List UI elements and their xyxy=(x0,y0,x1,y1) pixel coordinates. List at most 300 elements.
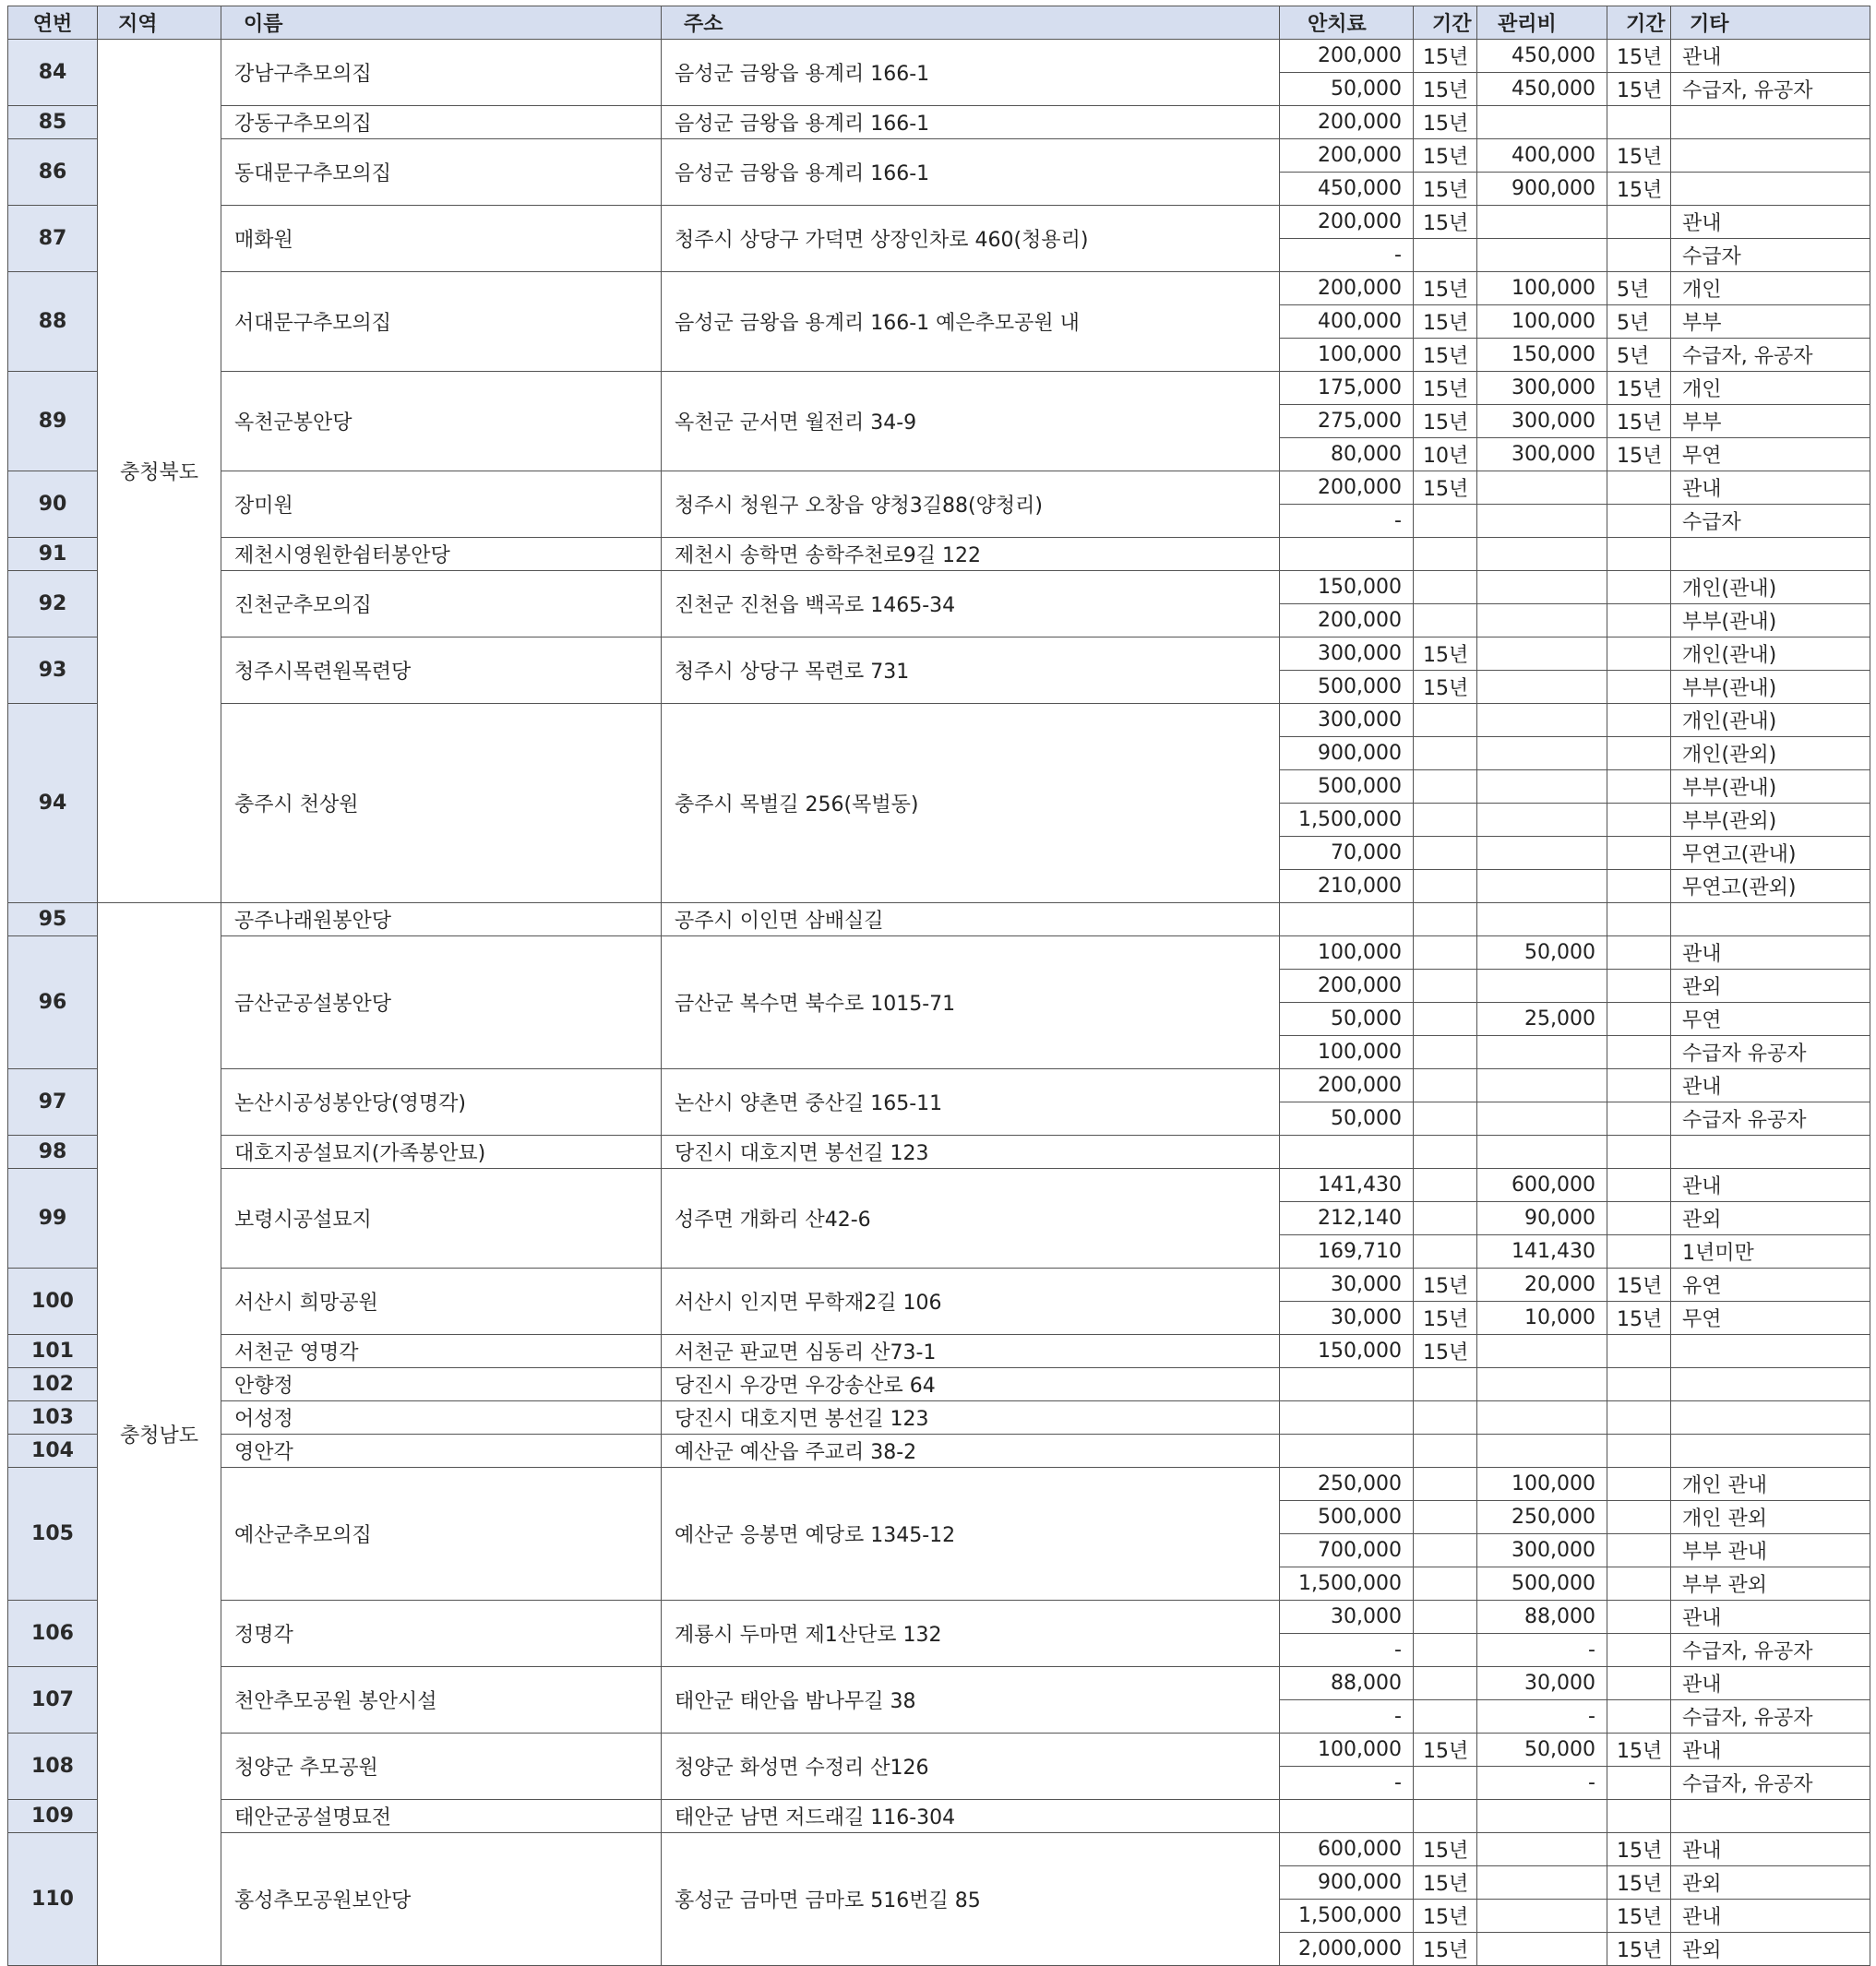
table-row xyxy=(8,1800,1870,1833)
fee-note xyxy=(1671,1335,1870,1368)
fee-note: 부부(관외) xyxy=(1671,804,1870,837)
management-fee: 141,430 xyxy=(1477,1235,1607,1269)
enshrinement-period xyxy=(1414,1368,1477,1401)
enshrinement-period: 15년 xyxy=(1414,206,1477,239)
facility-number: 89 xyxy=(8,372,98,471)
enshrinement-fee: 30,000 xyxy=(1280,1601,1414,1634)
management-fee: 100,000 xyxy=(1477,272,1607,305)
management-fee: - xyxy=(1477,1634,1607,1667)
enshrinement-fee: 30,000 xyxy=(1280,1302,1414,1335)
facility-number: 92 xyxy=(8,571,98,637)
facility-name: 영안각 xyxy=(221,1435,662,1468)
fee-note: 관내 xyxy=(1671,936,1870,970)
facility-fee-table xyxy=(7,6,1870,1966)
facility-number: 106 xyxy=(8,1601,98,1667)
management-fee xyxy=(1477,1335,1607,1368)
management-period: 15년 xyxy=(1607,1900,1671,1933)
facility-address: 공주시 이인면 삼배실길 xyxy=(662,903,1280,936)
fee-note: 관내 xyxy=(1671,1667,1870,1700)
facility-number: 94 xyxy=(8,704,98,903)
management-fee: 400,000 xyxy=(1477,139,1607,173)
management-period xyxy=(1607,239,1671,272)
facility-name: 제천시영원한쉼터봉안당 xyxy=(221,538,662,571)
management-fee xyxy=(1477,870,1607,903)
facility-number: 104 xyxy=(8,1435,98,1468)
enshrinement-fee: 50,000 xyxy=(1280,73,1414,106)
enshrinement-fee: 200,000 xyxy=(1280,970,1414,1003)
management-period: 5년 xyxy=(1607,339,1671,372)
enshrinement-period xyxy=(1414,1567,1477,1601)
management-fee: 100,000 xyxy=(1477,1468,1607,1501)
facility-number: 91 xyxy=(8,538,98,571)
facility-address: 예산군 응봉면 예당로 1345-12 xyxy=(662,1468,1280,1601)
enshrinement-period xyxy=(1414,1003,1477,1036)
management-period xyxy=(1607,1036,1671,1069)
fee-note: 수급자 xyxy=(1671,505,1870,538)
management-fee xyxy=(1477,505,1607,538)
enshrinement-period xyxy=(1414,1468,1477,1501)
facility-number: 87 xyxy=(8,206,98,272)
management-period xyxy=(1607,1800,1671,1833)
enshrinement-period: 15년 xyxy=(1414,1900,1477,1933)
enshrinement-period: 15년 xyxy=(1414,339,1477,372)
enshrinement-period: 15년 xyxy=(1414,1866,1477,1900)
enshrinement-period xyxy=(1414,1767,1477,1800)
facility-address: 당진시 대호지면 봉선길 123 xyxy=(662,1401,1280,1435)
enshrinement-period xyxy=(1414,1800,1477,1833)
fee-note xyxy=(1671,1368,1870,1401)
enshrinement-period xyxy=(1414,1601,1477,1634)
management-fee: 300,000 xyxy=(1477,1534,1607,1567)
enshrinement-fee: 2,000,000 xyxy=(1280,1933,1414,1966)
facility-number: 100 xyxy=(8,1269,98,1335)
enshrinement-fee xyxy=(1280,1136,1414,1169)
facility-name: 논산시공성봉안당(영명각) xyxy=(221,1069,662,1136)
management-period xyxy=(1607,936,1671,970)
enshrinement-fee: 250,000 xyxy=(1280,1468,1414,1501)
header-name: 이름 xyxy=(221,6,662,40)
enshrinement-period: 10년 xyxy=(1414,438,1477,471)
facility-address: 음성군 금왕읍 용계리 166-1 xyxy=(662,40,1280,106)
facility-address: 청주시 상당구 가덕면 상장인차로 460(청용리) xyxy=(662,206,1280,272)
enshrinement-period: 15년 xyxy=(1414,671,1477,704)
management-fee xyxy=(1477,903,1607,936)
table-row xyxy=(8,1401,1870,1435)
enshrinement-fee: 500,000 xyxy=(1280,1501,1414,1534)
enshrinement-period: 15년 xyxy=(1414,372,1477,405)
facility-number: 110 xyxy=(8,1833,98,1966)
facility-name: 홍성추모공원보안당 xyxy=(221,1833,662,1966)
table-row xyxy=(8,1269,1870,1302)
facility-number: 105 xyxy=(8,1468,98,1601)
enshrinement-fee: 100,000 xyxy=(1280,1734,1414,1767)
management-period xyxy=(1607,1634,1671,1667)
enshrinement-period xyxy=(1414,538,1477,571)
management-fee: 90,000 xyxy=(1477,1202,1607,1235)
facility-name: 예산군추모의집 xyxy=(221,1468,662,1601)
enshrinement-fee: 1,500,000 xyxy=(1280,1567,1414,1601)
enshrinement-period: 15년 xyxy=(1414,1734,1477,1767)
enshrinement-fee: 200,000 xyxy=(1280,1069,1414,1102)
facility-address: 충주시 목벌길 256(목벌동) xyxy=(662,704,1280,903)
management-fee xyxy=(1477,671,1607,704)
fee-note xyxy=(1671,538,1870,571)
table-row xyxy=(8,1833,1870,1866)
enshrinement-fee: 50,000 xyxy=(1280,1003,1414,1036)
enshrinement-period xyxy=(1414,1534,1477,1567)
management-fee: 900,000 xyxy=(1477,173,1607,206)
fee-note: 관내 xyxy=(1671,40,1870,73)
header-region: 지역 xyxy=(98,6,221,40)
table-row xyxy=(8,1734,1870,1767)
enshrinement-period xyxy=(1414,571,1477,604)
management-fee: - xyxy=(1477,1767,1607,1800)
management-fee: 300,000 xyxy=(1477,372,1607,405)
facility-number: 96 xyxy=(8,936,98,1069)
enshrinement-period xyxy=(1414,1401,1477,1435)
facility-address: 성주면 개화리 산42-6 xyxy=(662,1169,1280,1269)
facility-name: 정명각 xyxy=(221,1601,662,1667)
table-row xyxy=(8,206,1870,239)
fee-note: 수급자, 유공자 xyxy=(1671,1634,1870,1667)
enshrinement-period xyxy=(1414,1667,1477,1700)
management-fee: 30,000 xyxy=(1477,1667,1607,1700)
facility-address: 음성군 금왕읍 용계리 166-1 xyxy=(662,106,1280,139)
facility-address: 진천군 진천읍 백곡로 1465-34 xyxy=(662,571,1280,637)
fee-note: 수급자, 유공자 xyxy=(1671,1700,1870,1734)
fee-note: 수급자 유공자 xyxy=(1671,1036,1870,1069)
management-fee: 50,000 xyxy=(1477,936,1607,970)
facility-name: 서천군 영명각 xyxy=(221,1335,662,1368)
facility-number: 95 xyxy=(8,903,98,936)
enshrinement-fee: 450,000 xyxy=(1280,173,1414,206)
facility-name: 태안군공설명묘전 xyxy=(221,1800,662,1833)
facility-name: 청양군 추모공원 xyxy=(221,1734,662,1800)
header-period: 기간 xyxy=(1414,6,1477,40)
facility-name: 대호지공설묘지(가족봉안묘) xyxy=(221,1136,662,1169)
management-period: 15년 xyxy=(1607,438,1671,471)
facility-name: 어성정 xyxy=(221,1401,662,1435)
table-row xyxy=(8,637,1870,671)
fee-note: 관외 xyxy=(1671,1933,1870,1966)
management-period: 15년 xyxy=(1607,1302,1671,1335)
fee-note: 무연 xyxy=(1671,1003,1870,1036)
management-period xyxy=(1607,604,1671,637)
table-row xyxy=(8,1667,1870,1700)
management-period xyxy=(1607,1700,1671,1734)
facility-name: 동대문구추모의집 xyxy=(221,139,662,206)
enshrinement-fee: 400,000 xyxy=(1280,305,1414,339)
enshrinement-period xyxy=(1414,604,1477,637)
enshrinement-period: 15년 xyxy=(1414,272,1477,305)
fee-note: 수급자, 유공자 xyxy=(1671,73,1870,106)
management-period xyxy=(1607,637,1671,671)
management-period xyxy=(1607,1235,1671,1269)
fee-note: 수급자, 유공자 xyxy=(1671,339,1870,372)
facility-address: 당진시 대호지면 봉선길 123 xyxy=(662,1136,1280,1169)
enshrinement-fee: 100,000 xyxy=(1280,339,1414,372)
enshrinement-period xyxy=(1414,1435,1477,1468)
management-fee: - xyxy=(1477,1700,1607,1734)
facility-number: 88 xyxy=(8,272,98,372)
fee-note xyxy=(1671,1800,1870,1833)
table-row xyxy=(8,936,1870,970)
management-fee xyxy=(1477,471,1607,505)
region-name: 충청북도 xyxy=(98,40,221,903)
management-period xyxy=(1607,704,1671,737)
management-fee xyxy=(1477,970,1607,1003)
enshrinement-fee: 150,000 xyxy=(1280,571,1414,604)
table-row xyxy=(8,471,1870,505)
enshrinement-fee: 150,000 xyxy=(1280,1335,1414,1368)
table-row xyxy=(8,372,1870,405)
enshrinement-fee: - xyxy=(1280,239,1414,272)
fee-note: 무연 xyxy=(1671,438,1870,471)
fee-note: 개인 관외 xyxy=(1671,1501,1870,1534)
enshrinement-period xyxy=(1414,1069,1477,1102)
fee-note: 관내 xyxy=(1671,206,1870,239)
fee-note: 개인(관외) xyxy=(1671,737,1870,770)
management-fee xyxy=(1477,1933,1607,1966)
management-period xyxy=(1607,1567,1671,1601)
management-period xyxy=(1607,1667,1671,1700)
facility-address: 음성군 금왕읍 용계리 166-1 예은추모공원 내 xyxy=(662,272,1280,372)
enshrinement-period xyxy=(1414,1202,1477,1235)
enshrinement-period xyxy=(1414,1036,1477,1069)
management-fee: 250,000 xyxy=(1477,1501,1607,1534)
enshrinement-fee: 70,000 xyxy=(1280,837,1414,870)
enshrinement-period: 15년 xyxy=(1414,173,1477,206)
enshrinement-fee: 50,000 xyxy=(1280,1102,1414,1136)
enshrinement-fee: - xyxy=(1280,1634,1414,1667)
enshrinement-period xyxy=(1414,505,1477,538)
enshrinement-period xyxy=(1414,1501,1477,1534)
fee-note: 개인 xyxy=(1671,372,1870,405)
fee-note: 수급자 xyxy=(1671,239,1870,272)
facility-name: 청주시목련원목련당 xyxy=(221,637,662,704)
management-fee: 20,000 xyxy=(1477,1269,1607,1302)
facility-address: 음성군 금왕읍 용계리 166-1 xyxy=(662,139,1280,206)
facility-number: 85 xyxy=(8,106,98,139)
facility-address: 태안군 태안읍 밤나무길 38 xyxy=(662,1667,1280,1734)
fee-note: 개인 관내 xyxy=(1671,1468,1870,1501)
table-row xyxy=(8,571,1870,604)
enshrinement-period xyxy=(1414,837,1477,870)
fee-note: 개인(관내) xyxy=(1671,637,1870,671)
management-fee xyxy=(1477,1136,1607,1169)
table-row xyxy=(8,903,1870,936)
enshrinement-period xyxy=(1414,1136,1477,1169)
enshrinement-period: 15년 xyxy=(1414,1302,1477,1335)
enshrinement-fee: 212,140 xyxy=(1280,1202,1414,1235)
fee-note: 부부(관내) xyxy=(1671,671,1870,704)
enshrinement-fee xyxy=(1280,538,1414,571)
management-fee xyxy=(1477,1800,1607,1833)
facility-address: 금산군 복수면 북수로 1015-71 xyxy=(662,936,1280,1069)
facility-number: 86 xyxy=(8,139,98,206)
fee-note xyxy=(1671,1435,1870,1468)
management-period xyxy=(1607,870,1671,903)
management-fee xyxy=(1477,770,1607,804)
management-period xyxy=(1607,538,1671,571)
header-note: 기타 xyxy=(1671,6,1870,40)
enshrinement-fee: 500,000 xyxy=(1280,671,1414,704)
facility-name: 충주시 천상원 xyxy=(221,704,662,903)
fee-note: 관내 xyxy=(1671,1601,1870,1634)
enshrinement-fee: 900,000 xyxy=(1280,737,1414,770)
table-row xyxy=(8,1335,1870,1368)
enshrinement-fee: 175,000 xyxy=(1280,372,1414,405)
fee-note: 개인 xyxy=(1671,272,1870,305)
fee-note: 부부 관내 xyxy=(1671,1534,1870,1567)
management-fee xyxy=(1477,637,1607,671)
fee-note: 무연고(관외) xyxy=(1671,870,1870,903)
facility-name: 공주나래원봉안당 xyxy=(221,903,662,936)
management-fee: 50,000 xyxy=(1477,1734,1607,1767)
facility-name: 진천군추모의집 xyxy=(221,571,662,637)
management-period xyxy=(1607,970,1671,1003)
management-fee xyxy=(1477,704,1607,737)
management-period: 5년 xyxy=(1607,272,1671,305)
enshrinement-fee: 700,000 xyxy=(1280,1534,1414,1567)
enshrinement-fee: 30,000 xyxy=(1280,1269,1414,1302)
facility-number: 103 xyxy=(8,1401,98,1435)
management-fee xyxy=(1477,206,1607,239)
table-row xyxy=(8,1069,1870,1102)
facility-number: 93 xyxy=(8,637,98,704)
fee-note: 부부 xyxy=(1671,405,1870,438)
enshrinement-fee: 200,000 xyxy=(1280,206,1414,239)
facility-address: 서천군 판교면 심동리 산73-1 xyxy=(662,1335,1280,1368)
enshrinement-period: 15년 xyxy=(1414,73,1477,106)
enshrinement-fee: 275,000 xyxy=(1280,405,1414,438)
management-period: 15년 xyxy=(1607,1866,1671,1900)
management-period xyxy=(1607,206,1671,239)
management-period xyxy=(1607,671,1671,704)
facility-name: 강동구추모의집 xyxy=(221,106,662,139)
management-fee xyxy=(1477,106,1607,139)
enshrinement-period xyxy=(1414,704,1477,737)
fee-note: 개인(관내) xyxy=(1671,571,1870,604)
table-row xyxy=(8,1368,1870,1401)
table-row xyxy=(8,1468,1870,1501)
management-period: 15년 xyxy=(1607,173,1671,206)
fee-note xyxy=(1671,903,1870,936)
facility-number: 108 xyxy=(8,1734,98,1800)
management-period: 15년 xyxy=(1607,405,1671,438)
enshrinement-fee: 900,000 xyxy=(1280,1866,1414,1900)
fee-note: 수급자, 유공자 xyxy=(1671,1767,1870,1800)
facility-address: 논산시 양촌면 중산길 165-11 xyxy=(662,1069,1280,1136)
facility-fee-sheet xyxy=(7,6,1870,1966)
facility-address: 서산시 인지면 무학재2길 106 xyxy=(662,1269,1280,1335)
fee-note: 무연 xyxy=(1671,1302,1870,1335)
fee-note: 수급자 유공자 xyxy=(1671,1102,1870,1136)
enshrinement-period: 15년 xyxy=(1414,1933,1477,1966)
table-row xyxy=(8,40,1870,73)
management-fee: 450,000 xyxy=(1477,40,1607,73)
enshrinement-fee: 200,000 xyxy=(1280,272,1414,305)
enshrinement-fee: 210,000 xyxy=(1280,870,1414,903)
facility-address: 당진시 우강면 우강송산로 64 xyxy=(662,1368,1280,1401)
fee-note: 부부 xyxy=(1671,305,1870,339)
management-fee: 25,000 xyxy=(1477,1003,1607,1036)
management-period xyxy=(1607,1069,1671,1102)
fee-note: 무연고(관내) xyxy=(1671,837,1870,870)
management-fee: 450,000 xyxy=(1477,73,1607,106)
management-period xyxy=(1607,471,1671,505)
enshrinement-fee xyxy=(1280,1435,1414,1468)
management-fee: 500,000 xyxy=(1477,1567,1607,1601)
fee-note xyxy=(1671,1401,1870,1435)
facility-address: 계룡시 두마면 제1산단로 132 xyxy=(662,1601,1280,1667)
management-fee xyxy=(1477,538,1607,571)
enshrinement-period xyxy=(1414,239,1477,272)
facility-name: 장미원 xyxy=(221,471,662,538)
facility-number: 90 xyxy=(8,471,98,538)
management-fee: 600,000 xyxy=(1477,1169,1607,1202)
header-fee: 안치료 xyxy=(1280,6,1414,40)
management-period: 15년 xyxy=(1607,73,1671,106)
enshrinement-fee: 141,430 xyxy=(1280,1169,1414,1202)
management-period xyxy=(1607,1534,1671,1567)
management-fee xyxy=(1477,737,1607,770)
fee-note: 관내 xyxy=(1671,1734,1870,1767)
enshrinement-period xyxy=(1414,903,1477,936)
table-row xyxy=(8,1601,1870,1634)
enshrinement-fee: 1,500,000 xyxy=(1280,804,1414,837)
header-address: 주소 xyxy=(662,6,1280,40)
management-period xyxy=(1607,1601,1671,1634)
enshrinement-period: 15년 xyxy=(1414,471,1477,505)
facility-number: 102 xyxy=(8,1368,98,1401)
facility-number: 98 xyxy=(8,1136,98,1169)
facility-address: 옥천군 군서면 월전리 34-9 xyxy=(662,372,1280,471)
management-period xyxy=(1607,1767,1671,1800)
facility-name: 서산시 희망공원 xyxy=(221,1269,662,1335)
management-period: 15년 xyxy=(1607,1933,1671,1966)
enshrinement-fee xyxy=(1280,903,1414,936)
facility-number: 101 xyxy=(8,1335,98,1368)
enshrinement-fee: 200,000 xyxy=(1280,106,1414,139)
facility-name: 보령시공설묘지 xyxy=(221,1169,662,1269)
enshrinement-fee: 169,710 xyxy=(1280,1235,1414,1269)
facility-address: 예산군 예산읍 주교리 38-2 xyxy=(662,1435,1280,1468)
fee-note: 개인(관내) xyxy=(1671,704,1870,737)
enshrinement-fee: 200,000 xyxy=(1280,604,1414,637)
enshrinement-period: 15년 xyxy=(1414,40,1477,73)
management-period: 5년 xyxy=(1607,305,1671,339)
management-fee xyxy=(1477,239,1607,272)
fee-note: 부부 관외 xyxy=(1671,1567,1870,1601)
facility-address: 청양군 화성면 수정리 산126 xyxy=(662,1734,1280,1800)
enshrinement-period xyxy=(1414,1235,1477,1269)
enshrinement-period xyxy=(1414,870,1477,903)
enshrinement-period: 15년 xyxy=(1414,405,1477,438)
fee-note xyxy=(1671,106,1870,139)
management-period: 15년 xyxy=(1607,1734,1671,1767)
fee-note xyxy=(1671,173,1870,206)
table-row xyxy=(8,1169,1870,1202)
management-period xyxy=(1607,571,1671,604)
management-period: 15년 xyxy=(1607,372,1671,405)
management-period xyxy=(1607,505,1671,538)
table-row xyxy=(8,538,1870,571)
table-row xyxy=(8,1435,1870,1468)
enshrinement-fee xyxy=(1280,1368,1414,1401)
table-row xyxy=(8,139,1870,173)
facility-name: 천안추모공원 봉안시설 xyxy=(221,1667,662,1734)
